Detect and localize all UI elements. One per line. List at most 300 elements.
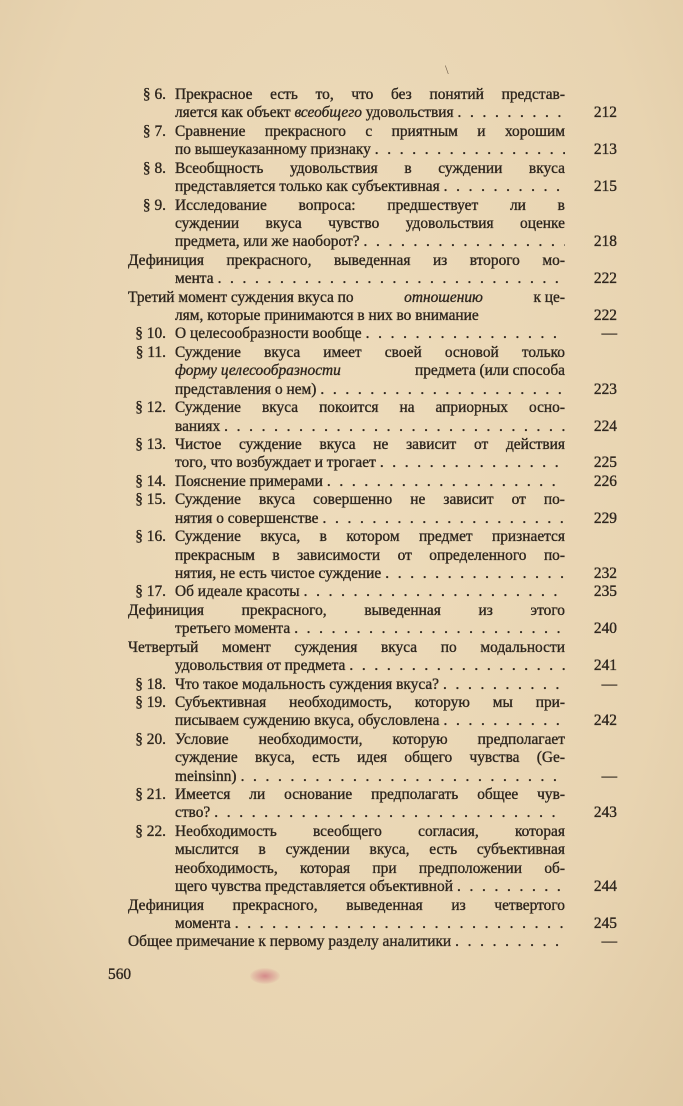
word: то, xyxy=(315,86,334,103)
word: действия xyxy=(505,436,565,454)
word: от xyxy=(474,436,489,454)
page-reference: 229 xyxy=(593,509,617,527)
toc-line xyxy=(120,547,625,565)
word: мыслится xyxy=(175,841,239,859)
toc-line xyxy=(120,289,625,307)
entry-text xyxy=(175,436,565,454)
toc-line xyxy=(120,454,625,472)
word: в xyxy=(258,841,266,859)
word: ли xyxy=(249,786,266,804)
toc-line xyxy=(120,362,625,380)
toc-line xyxy=(120,694,625,712)
toc-entry xyxy=(120,897,625,934)
toc-line xyxy=(120,804,625,822)
toc-line xyxy=(120,344,625,362)
word: которая xyxy=(514,822,565,840)
word: Дефиниция xyxy=(128,601,204,619)
entry-text xyxy=(175,104,565,122)
word: в xyxy=(404,159,412,177)
entry-text xyxy=(175,915,565,933)
dot-leader xyxy=(453,878,565,896)
text-segment: к це- xyxy=(529,288,565,306)
word: по- xyxy=(543,491,565,509)
toc-entry xyxy=(120,86,625,123)
emphasis-text: всеобщего xyxy=(294,104,362,122)
toc-line xyxy=(120,104,625,122)
entry-text xyxy=(175,215,565,233)
toc-line xyxy=(120,270,625,288)
word: зависит xyxy=(406,436,457,454)
toc-entry xyxy=(120,473,625,491)
toc-line xyxy=(120,473,625,491)
entry-text xyxy=(175,676,565,694)
word: всеобщего xyxy=(312,822,382,840)
word: зависит xyxy=(443,491,494,509)
toc-line xyxy=(120,841,625,859)
top-mark: \ xyxy=(445,62,449,77)
word: что xyxy=(351,86,374,103)
word: только xyxy=(521,343,565,361)
word: признается xyxy=(492,528,565,546)
word: суждении xyxy=(175,214,240,232)
entry-text xyxy=(175,418,565,436)
toc-entry xyxy=(120,694,625,731)
entry-text xyxy=(128,639,565,657)
entry-text xyxy=(175,399,565,417)
toc-line xyxy=(120,565,625,583)
dot-leader xyxy=(439,712,565,730)
word: вкуса xyxy=(265,214,302,232)
page-reference: — xyxy=(601,767,617,785)
entry-text xyxy=(175,804,565,822)
emphasis-text: форму целесообразности xyxy=(175,362,341,380)
word: выведенная xyxy=(346,896,423,914)
page-reference: 240 xyxy=(593,620,617,638)
section-number: § 11. xyxy=(135,343,166,361)
toc-entry xyxy=(120,786,625,823)
toc-entry xyxy=(120,583,625,601)
toc-line xyxy=(120,768,625,786)
word: не xyxy=(373,436,389,454)
page-reference: 222 xyxy=(593,307,617,325)
section-number: § 21. xyxy=(135,786,166,804)
text-segment: ство? xyxy=(175,804,211,822)
entry-text xyxy=(175,86,565,104)
text-segment: Общее примечание к первому разделу аналитики xyxy=(128,933,452,951)
text-segment: ляется как объект xyxy=(175,104,295,122)
page-reference: 213 xyxy=(593,141,617,159)
toc-line xyxy=(120,123,625,141)
entry-text xyxy=(175,233,565,251)
section-number: § 9. xyxy=(142,196,166,214)
word: Условие xyxy=(175,730,229,748)
word: с xyxy=(365,122,373,140)
entry-text xyxy=(175,860,565,878)
toc-line xyxy=(120,620,625,638)
toc-entry xyxy=(120,436,625,473)
word: покоится xyxy=(319,399,379,417)
toc-line xyxy=(120,639,625,657)
word: не xyxy=(410,491,426,509)
word: Суждение xyxy=(175,399,241,417)
word: предполагает xyxy=(477,730,565,748)
page-reference: 243 xyxy=(593,804,617,822)
entry-text xyxy=(175,362,565,380)
word: Дефиниция xyxy=(128,251,204,269)
toc-line xyxy=(120,933,625,951)
word: без xyxy=(391,86,412,103)
page-reference: 244 xyxy=(593,878,617,896)
entry-text xyxy=(175,841,565,859)
word: вкуса xyxy=(528,159,565,177)
word: в xyxy=(272,546,280,564)
table-of-contents xyxy=(120,86,625,952)
dot-leader xyxy=(237,768,565,786)
word: Необходимость xyxy=(175,822,277,840)
toc-entry xyxy=(120,289,625,326)
word: удовольствия xyxy=(289,159,378,177)
word: суждении xyxy=(438,159,503,177)
word: вопроса: xyxy=(298,196,356,214)
text-segment: Пояснение примерами xyxy=(175,472,323,490)
page-reference: 215 xyxy=(593,178,617,196)
dot-leader xyxy=(381,565,565,583)
word: в xyxy=(319,528,327,546)
word: своей xyxy=(384,343,422,361)
word: вкуса xyxy=(381,638,418,656)
toc-line xyxy=(120,178,625,196)
word: суждения xyxy=(294,638,358,656)
word: Прекрасное xyxy=(175,86,253,103)
text-segment: по вышеуказанному признаку xyxy=(175,141,371,159)
word: которую xyxy=(392,730,448,748)
dot-leader xyxy=(220,418,565,436)
text-segment: О целесообразности вообще xyxy=(175,325,362,343)
word: необходимость, xyxy=(175,859,278,877)
word: (Ge- xyxy=(536,749,565,767)
section-number: § 16. xyxy=(135,528,166,546)
word: вкуса xyxy=(319,436,356,454)
word: второго xyxy=(469,251,520,269)
word: Субъективная xyxy=(175,693,267,711)
toc-line xyxy=(120,215,625,233)
page-reference: 241 xyxy=(593,657,617,675)
entry-text xyxy=(175,583,565,601)
word: предположении xyxy=(418,859,522,877)
word: выведенная xyxy=(364,601,441,619)
word: Исследование xyxy=(175,196,267,214)
word: суждении xyxy=(285,841,350,859)
word: понятий xyxy=(429,86,484,103)
word: Всеобщность xyxy=(175,159,264,177)
entry-text xyxy=(175,694,565,712)
entry-text xyxy=(175,491,565,509)
toc-entry xyxy=(120,344,625,399)
dot-leader xyxy=(376,454,565,472)
word: Суждение xyxy=(175,528,241,546)
section-number: § 19. xyxy=(135,693,166,711)
toc-line xyxy=(120,491,625,509)
word: из xyxy=(478,601,493,619)
word: которая xyxy=(300,859,351,877)
entry-text xyxy=(175,823,565,841)
word: есть xyxy=(429,841,458,859)
word: прекрасного xyxy=(264,122,346,140)
toc-line xyxy=(120,749,625,767)
word: ли xyxy=(509,196,526,214)
page-reference: 226 xyxy=(593,472,617,490)
toc-entry xyxy=(120,325,625,343)
entry-text xyxy=(175,197,565,215)
word: Дефиниция xyxy=(128,896,204,914)
entry-text xyxy=(175,325,565,343)
word: предшествует xyxy=(387,196,479,214)
dot-leader xyxy=(214,270,565,288)
dot-leader xyxy=(345,657,565,675)
word: есть xyxy=(270,86,298,103)
word: на xyxy=(399,399,415,417)
section-number: § 10. xyxy=(135,325,166,343)
dot-leader xyxy=(231,915,565,933)
word: априорных xyxy=(435,399,508,417)
page-reference: 242 xyxy=(593,712,617,730)
toc-line xyxy=(120,528,625,546)
toc-entry xyxy=(120,160,625,197)
toc-entry xyxy=(120,639,625,676)
word: прекрасного, xyxy=(241,601,327,619)
page-number: 560 xyxy=(108,966,132,983)
toc-line xyxy=(120,878,625,896)
word: вкуса, xyxy=(260,528,301,546)
text-segment: третьего момента xyxy=(175,620,291,638)
toc-line xyxy=(120,657,625,675)
word: удовольствия xyxy=(405,214,494,232)
word: из xyxy=(432,251,448,269)
word: чувство xyxy=(328,214,380,232)
toc-line xyxy=(120,233,625,251)
word: вкуса xyxy=(261,399,299,417)
word: которую xyxy=(414,693,470,711)
word: зависимости xyxy=(297,546,381,564)
dot-leader xyxy=(323,473,565,491)
section-number: § 17. xyxy=(135,583,166,601)
dot-leader xyxy=(451,933,565,951)
word: Чистое xyxy=(175,436,222,454)
toc-entry xyxy=(120,491,625,528)
word: вкуса, xyxy=(254,749,295,767)
dot-leader xyxy=(440,178,565,196)
entry-text xyxy=(175,657,565,675)
entry-text xyxy=(128,252,565,270)
word: субъективная xyxy=(476,841,565,859)
dot-leader xyxy=(316,381,565,399)
word: в xyxy=(557,196,565,214)
word: четвертого xyxy=(494,896,565,914)
toc-line xyxy=(120,325,625,343)
text-segment: Что такое модальность суждения вкуса? xyxy=(175,675,440,693)
toc-entry xyxy=(120,933,625,951)
dot-leader xyxy=(300,583,565,601)
word: чувства xyxy=(469,749,520,767)
text-segment: meinsinn) xyxy=(175,767,237,785)
text-segment: нятия о совершенстве xyxy=(175,509,319,527)
toc-line xyxy=(120,676,625,694)
toc-line xyxy=(120,86,625,104)
word: модальности xyxy=(480,638,565,656)
entry-text xyxy=(175,141,565,159)
entry-text xyxy=(128,933,565,951)
entry-text xyxy=(175,712,565,730)
section-number: § 14. xyxy=(135,472,166,490)
toc-line xyxy=(120,160,625,178)
toc-entry xyxy=(120,528,625,583)
word: предмет xyxy=(418,528,473,546)
toc-line xyxy=(120,510,625,528)
toc-line xyxy=(120,860,625,878)
entry-text xyxy=(175,270,565,288)
section-number: § 20. xyxy=(135,730,166,748)
entry-text xyxy=(175,307,565,325)
text-segment: лям, которые принимаются в них во внимание xyxy=(175,307,479,325)
entry-text xyxy=(175,749,565,767)
toc-line xyxy=(120,307,625,325)
dot-leader xyxy=(439,676,565,694)
text-segment: Третий момент суждения вкуса по xyxy=(128,288,358,306)
text-segment: Об идеале красоты xyxy=(175,583,300,601)
entry-text xyxy=(175,178,565,196)
page-reference: 235 xyxy=(593,583,617,601)
page-reference: 245 xyxy=(593,914,617,932)
word: определенного xyxy=(429,546,527,564)
dot-leader xyxy=(371,141,565,159)
text-segment: того, что возбуждает и трогает xyxy=(175,454,376,472)
page-reference: 218 xyxy=(593,233,617,251)
toc-line xyxy=(120,712,625,730)
word: мы xyxy=(492,693,513,711)
toc-line xyxy=(120,602,625,620)
entry-text xyxy=(175,768,565,786)
word: основой xyxy=(444,343,499,361)
text-segment: ваниях xyxy=(175,417,221,435)
dot-leader xyxy=(454,104,565,122)
word: от xyxy=(511,491,526,509)
toc-entry xyxy=(120,197,625,252)
toc-line xyxy=(120,897,625,915)
toc-line xyxy=(120,399,625,417)
toc-line xyxy=(120,381,625,399)
word: котором xyxy=(346,528,400,546)
page-reference: 232 xyxy=(593,564,617,582)
toc-line xyxy=(120,731,625,749)
word: при- xyxy=(535,693,565,711)
section-number: § 6. xyxy=(142,86,166,103)
text-segment: щего чувства представляется объективной xyxy=(175,878,453,896)
entry-text xyxy=(128,289,565,307)
word: выведенная xyxy=(333,251,411,269)
page-reference: — xyxy=(601,933,617,951)
dot-leader xyxy=(290,620,565,638)
entry-text xyxy=(175,123,565,141)
section-number: § 18. xyxy=(135,675,166,693)
section-number: § 7. xyxy=(142,122,166,140)
word: об- xyxy=(544,859,565,877)
toc-entry xyxy=(120,676,625,694)
section-number: § 15. xyxy=(135,491,166,509)
entry-text xyxy=(175,786,565,804)
entry-text xyxy=(175,528,565,546)
toc-entry xyxy=(120,252,625,289)
dot-leader xyxy=(362,325,565,343)
entry-text xyxy=(175,565,565,583)
entry-text xyxy=(175,160,565,178)
word: вкуса, xyxy=(369,841,410,859)
entry-text xyxy=(175,344,565,362)
text-segment: представления о нем) xyxy=(175,380,317,398)
page-reference: 224 xyxy=(593,417,617,435)
word: общего xyxy=(404,749,453,767)
word: прекрасного, xyxy=(226,251,312,269)
word: суждение xyxy=(175,749,238,767)
word: из xyxy=(451,896,466,914)
word: идея xyxy=(357,749,388,767)
word: мо- xyxy=(542,251,565,269)
word: осно- xyxy=(529,399,565,417)
word: необходимость, xyxy=(289,693,392,711)
dot-leader xyxy=(210,804,565,822)
entry-text xyxy=(128,897,565,915)
entry-text xyxy=(175,731,565,749)
entry-text xyxy=(175,473,565,491)
page-reference: 222 xyxy=(593,270,617,288)
toc-line xyxy=(120,583,625,601)
page-reference: — xyxy=(601,325,617,343)
toc-line xyxy=(120,823,625,841)
word: основание xyxy=(284,786,353,804)
word: Сравнение xyxy=(175,122,246,140)
entry-text xyxy=(175,510,565,528)
word: оценке xyxy=(520,214,565,232)
word: Имеется xyxy=(175,786,231,804)
word: по xyxy=(440,638,457,656)
word: общее xyxy=(477,786,519,804)
entry-text xyxy=(175,878,565,896)
entry-text xyxy=(175,381,565,399)
word: суждение xyxy=(239,436,302,454)
toc-line xyxy=(120,436,625,454)
page-reference: 212 xyxy=(593,104,617,122)
toc-line xyxy=(120,197,625,215)
word: представ- xyxy=(501,86,565,103)
dot-leader xyxy=(318,510,565,528)
entry-text xyxy=(175,547,565,565)
word: чув- xyxy=(537,786,565,804)
text-segment: удовольствия xyxy=(361,104,454,122)
word: Суждение xyxy=(175,491,241,509)
toc-entry xyxy=(120,123,625,160)
word: имеет xyxy=(323,343,362,361)
word: приятным xyxy=(391,122,458,140)
word: момент xyxy=(222,638,271,656)
section-number: § 22. xyxy=(135,822,166,840)
text-segment: предмета (или способа xyxy=(411,362,565,380)
section-number: § 13. xyxy=(135,436,166,454)
page-reference: 225 xyxy=(593,454,617,472)
toc-line xyxy=(120,418,625,436)
word: есть xyxy=(312,749,340,767)
toc-entry xyxy=(120,731,625,786)
toc-line xyxy=(120,252,625,270)
word: этого xyxy=(530,601,565,619)
